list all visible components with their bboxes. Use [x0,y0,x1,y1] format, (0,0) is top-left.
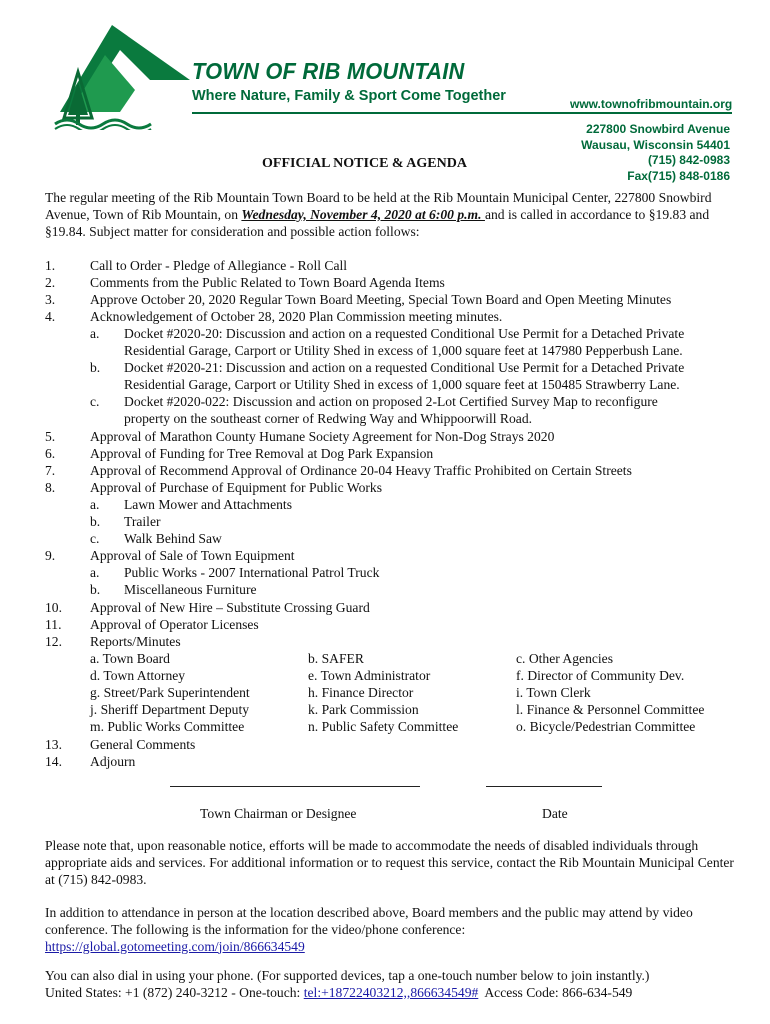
one-touch-link[interactable]: tel:+18722403212,,866634549# [303,984,479,1000]
phone-number-text: United States: +1 (872) 240-3212 - One-touch: [45,984,304,1000]
sub-item-cont: Residential Garage, Carport or Utility Shed in excess of 1,000 square feet at 150485 Strawberry Lane. [124,377,680,392]
agenda-number: 12. [45,634,62,649]
sub-item-letter: a. [90,565,100,580]
sub-item-letter: b. [90,360,101,375]
sub-item-letter: c. [90,531,100,546]
agenda-number: 7. [45,463,56,478]
report-item: f. Director of Community Dev. [516,668,685,683]
dial-in-text: You can also dial in using your phone. (For supported devices, tap a one-touch number below to join instantly.) [45,968,650,983]
header-divider [192,112,732,114]
sub-item-cont: Residential Garage, Carport or Utility Shed in excess of 1,000 square feet at 147980 Pepperbush Lane. [124,343,683,358]
report-item: k. Park Commission [308,702,419,717]
report-item: b. SAFER [308,651,364,666]
sub-item-letter: b. [90,582,101,597]
sub-item: Trailer [124,514,161,529]
agenda-item: Approve October 20, 2020 Regular Town Board Meeting, Special Town Board and Open Meeting Minutes [90,292,672,307]
intro-text: The regular meeting of the Rib Mountain Town Board to be held at the Rib Mountain Municipal Center, 227800 Snowbird Avenue, Town of Rib Mountain, on [45,190,712,222]
sub-item-letter: a. [90,326,100,341]
meeting-link[interactable]: https://global.gotomeeting.com/join/866634549 [45,938,305,954]
report-item: d. Town Attorney [90,668,186,683]
sub-item: Walk Behind Saw [124,531,222,546]
agenda-item: Approval of Sale of Town Equipment [90,548,295,563]
report-item: i. Town Clerk [516,685,591,700]
agenda-item: Acknowledgement of October 28, 2020 Plan Commission meeting minutes. [90,309,503,324]
agenda-item: Approval of Operator Licenses [90,617,259,632]
address-line: 227800 Snowbird Avenue [586,122,730,136]
report-item: j. Sheriff Department Deputy [90,702,250,717]
sub-item: Lawn Mower and Attachments [124,497,292,512]
sub-item-letter: b. [90,514,101,529]
sub-item: Docket #2020-20: Discussion and action on a requested Conditional Use Permit for a Detached Private [124,326,685,341]
town-name: TOWN OF RIB MOUNTAIN [192,58,465,84]
chairman-label: Town Chairman or Designee [200,806,357,821]
agenda-number: 10. [45,600,62,615]
phone-dial-in-info [45,968,735,1002]
access-code: Access Code: 866-634-549 [478,984,633,1000]
report-item: m. Public Works Committee [90,719,245,734]
page-title: OFFICIAL NOTICE & AGENDA [262,156,467,171]
agenda-item: Approval of Purchase of Equipment for Public Works [90,480,382,495]
agenda-number: 6. [45,446,56,461]
agenda-number: 13. [45,737,62,752]
report-item: h. Finance Director [308,685,414,700]
date-label: Date [542,806,568,821]
report-item: o. Bicycle/Pedestrian Committee [516,719,696,734]
address-line: Wausau, Wisconsin 54401 [581,137,730,152]
agenda-item: General Comments [90,737,196,752]
phone-line: (715) 842-0983 [647,153,730,167]
agenda-item: Approval of Marathon County Humane Society Agreement for Non-Dog Strays 2020 [90,429,555,444]
report-item: e. Town Administrator [308,668,431,683]
town-logo [50,20,200,130]
agenda-item: Approval of Recommend Approval of Ordinance 20-04 Heavy Traffic Prohibited on Certain Streets [90,463,632,478]
fax-line: Fax(715) 848-0186 [627,168,730,183]
agenda-number: 1. [45,258,56,273]
date-signature-line [486,786,602,787]
video-conference-text: In addition to attendance in person at the location described above, Board members and the public may attend by video conference. The following is the information for the video/phone conference: [45,905,693,937]
chairman-signature-line [170,786,420,787]
sub-item: Public Works - 2007 International Patrol Truck [124,565,380,580]
address-block [581,122,730,184]
sub-item: Docket #2020-022: Discussion and action on proposed 2-Lot Certified Survey Map to reconfigure [124,394,658,409]
agenda-number: 11. [45,617,62,632]
agenda-number: 8. [45,480,56,495]
agenda-item: Call to Order - Pledge of Allegiance - Roll Call [90,258,348,273]
report-item: g. Street/Park Superintendent [90,685,250,700]
agenda-item: Approval of New Hire – Substitute Crossing Guard [90,600,370,615]
agenda-number: 14. [45,754,62,769]
agenda-item: Adjourn [90,754,136,769]
intro-paragraph [45,190,735,240]
report-item: a. Town Board [90,651,170,666]
mountain-tree-logo-icon [50,20,200,130]
agenda-number: 9. [45,548,56,563]
agenda-number: 3. [45,292,56,307]
agenda-item: Reports/Minutes [90,634,181,649]
agenda-item: Approval of Funding for Tree Removal at Dog Park Expansion [90,446,434,461]
agenda-number: 5. [45,429,56,444]
sub-item-letter: a. [90,497,100,512]
sub-item: Miscellaneous Furniture [124,582,257,597]
agenda-number: 4. [45,309,56,324]
sub-item-letter: c. [90,394,100,409]
sub-item-cont: property on the southeast corner of Redwing Way and Whippoorwill Road. [124,411,533,426]
accessibility-notice: Please note that, upon reasonable notice, efforts will be made to accommodate the needs of disabled individuals through appropriate aids and services. For additional information or to request this service, contact the Rib Mountain Municipal Center at (715) 842-0983. [45,838,734,887]
report-item: l. Finance & Personnel Committee [516,702,705,717]
video-conference-info [45,905,735,955]
agenda-item: Comments from the Public Related to Town Board Agenda Items [90,275,445,290]
report-item: c. Other Agencies [516,651,614,666]
website-link[interactable]: www.townofribmountain.org [570,97,733,111]
intro-text-end: and is called in accordance to §19.83 and §19.84. Subject matter for consideration and possible action follows: [45,206,710,239]
sub-item: Docket #2020-21: Discussion and action on a requested Conditional Use Permit for a Detached Private [124,360,685,375]
meeting-datetime: Wednesday, November 4, 2020 at 6:00 p.m. [241,206,485,222]
report-item: n. Public Safety Committee [308,719,459,734]
town-tagline: Where Nature, Family & Sport Come Together [192,88,506,104]
agenda-number: 2. [45,275,56,290]
